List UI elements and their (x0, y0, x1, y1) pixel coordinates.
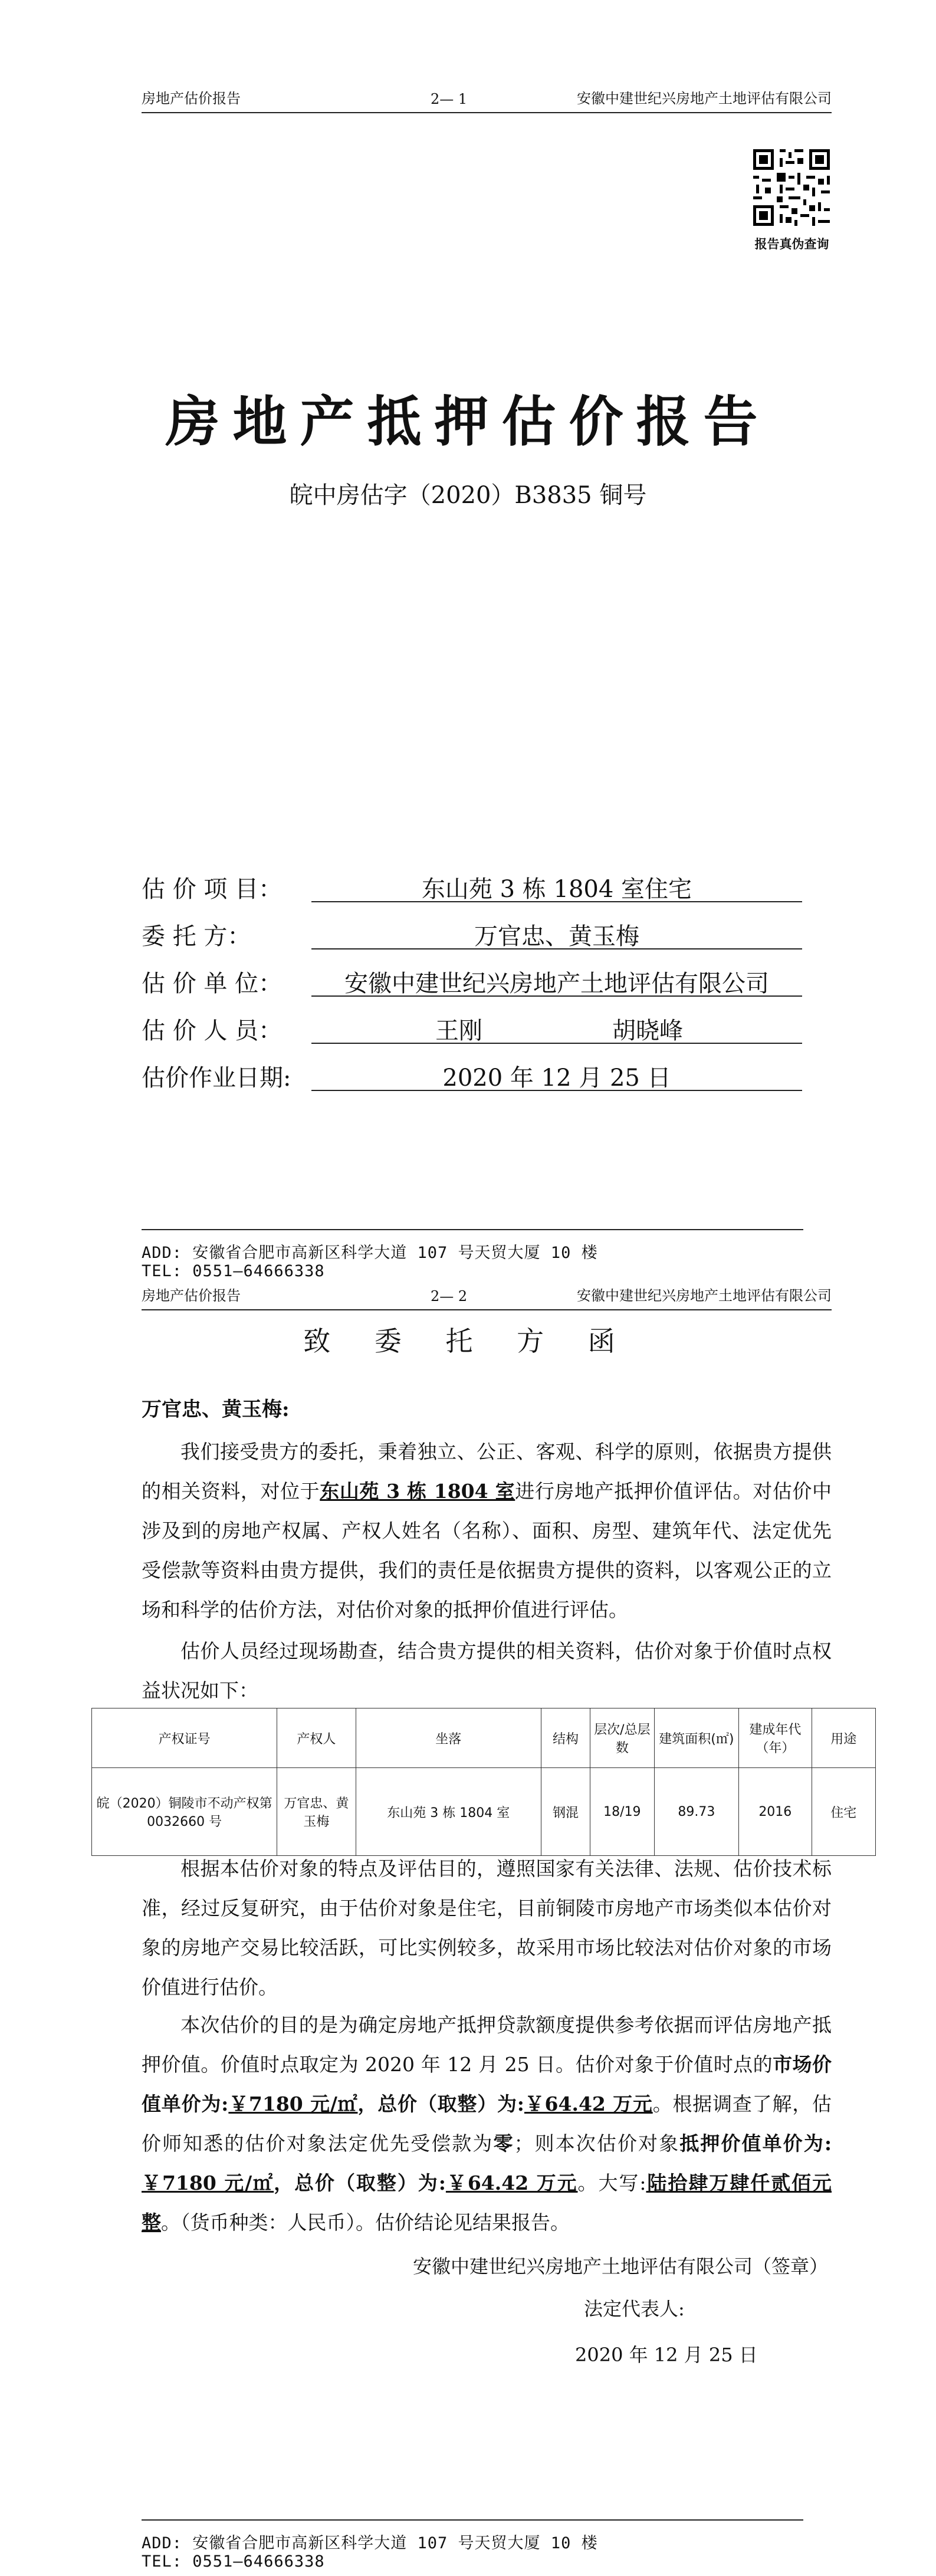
page1-footer-address: ADD: 安徽省合肥市高新区科学大道 107 号天贸大厦 10 楼 (142, 1244, 598, 1262)
col-area: 建筑面积(㎡) (654, 1708, 739, 1768)
table-row (92, 1768, 876, 1856)
appraisers-value (311, 1012, 802, 1044)
p4-text-b: 。根据调查了解，估价师知悉的估价对象法定优先受偿款为 (142, 2092, 832, 2155)
legal-representative: 法定代表人: (584, 2298, 685, 2320)
paragraph-1 (142, 1432, 832, 1629)
header-left: 房地产估价报告 (142, 90, 241, 107)
p4-market-unit-label: 市场价值单价为: (142, 2053, 832, 2115)
client-value: 万官忠、黄玉梅 (311, 918, 802, 949)
cell-area: 89.73 (654, 1768, 739, 1856)
cell-cert-no: 皖（2020）铜陵市不动产权第 0032660 号 (92, 1768, 277, 1856)
p4-market-unit-value: ￥7180 元/㎡ (228, 2092, 358, 2115)
col-use: 用途 (812, 1708, 875, 1768)
page2-footer-tel: TEL: 0551—64666338 (142, 2552, 325, 2571)
appraiser-2: 胡晓峰 (612, 1017, 683, 1044)
p4-market-total-label: ，总价（取整）为: (357, 2092, 524, 2115)
qr-code[interactable] (750, 146, 833, 229)
page2-footer-address: ADD: 安徽省合肥市高新区科学大道 107 号天贸大厦 10 楼 (142, 2534, 598, 2552)
paragraph-4 (142, 2005, 832, 2242)
cell-owner: 万官忠、黄玉梅 (277, 1768, 356, 1856)
p4-zero: 零 (493, 2132, 514, 2155)
p4-mortgage-total-label: ，总价（取整）为: (274, 2171, 446, 2194)
p4-text-e: 。（货币种类：人民币）。估价结论见结果报告。 (161, 2211, 570, 2234)
p4-text-c: ；则本次估价对象 (514, 2132, 680, 2155)
page1-footer-tel: TEL: 0551—64666338 (142, 1262, 325, 1280)
page2-footer-rule (142, 2519, 803, 2521)
p4-text-d: 。大写: (577, 2171, 646, 2194)
cell-year: 2016 (739, 1768, 812, 1856)
cell-use: 住宅 (812, 1768, 875, 1856)
page2-header (142, 1286, 832, 1310)
col-floor: 层次/总层数 (590, 1708, 654, 1768)
cell-location: 东山苑 3 栋 1804 室 (356, 1768, 541, 1856)
company-signature: 安徽中建世纪兴房地产土地评估有限公司（签章） (413, 2255, 829, 2278)
p1-text-b: 进行房地产抵押价值评估。对估价中涉及到的房地产权属、产权人姓名（名称）、面积、房型、建筑年代、法定优先受偿款等资料由贵方提供，我们的责任是依据贵方提供的资料，以客观公正的立场和科学的估价方法，对估价对象的抵押价值进行评估。 (142, 1480, 832, 1621)
p4-market-total-value: ￥64.42 万元 (524, 2092, 653, 2115)
project-value: 东山苑 3 栋 1804 室住宅 (311, 870, 802, 902)
page1-header (142, 88, 832, 113)
header-page-number: 2— 2 (431, 1288, 468, 1305)
form-row-unit (142, 965, 802, 1000)
header-company: 安徽中建世纪兴房地产土地评估有限公司 (577, 1287, 832, 1304)
appraisers-label: 估 价 人 员： (142, 1017, 283, 1044)
paragraph-2: 估价人员经过现场勘查，结合贵方提供的相关资料，估价对象于价值时点权益状况如下： (142, 1639, 832, 1702)
unit-value: 安徽中建世纪兴房地产土地评估有限公司 (311, 965, 802, 997)
p1-text-a: 我们接受贵方的委托，秉着独立、公正、客观、科学的原则，依据贵方提供的相关资料，对位于 (142, 1440, 832, 1503)
header-company: 安徽中建世纪兴房地产土地评估有限公司 (577, 90, 832, 107)
signature-date: 2020 年 12 月 25 日 (575, 2344, 758, 2366)
p4-mortgage-unit-value: ￥7180 元/㎡ (142, 2171, 274, 2194)
col-owner: 产权人 (277, 1708, 356, 1768)
page1-footer-rule (142, 1229, 803, 1230)
col-location: 坐落 (356, 1708, 541, 1768)
form-row-appraisers (142, 1012, 802, 1047)
cell-floor: 18/19 (590, 1768, 654, 1856)
letter-title: 致 委 托 方 函 (303, 1325, 633, 1357)
appraiser-1: 王刚 (435, 1017, 482, 1044)
paragraph-3: 根据本估价对象的特点及评估目的，遵照国家有关法律、法规、估价技术标准，经过反复研究，由于估价对象是住宅，目前铜陵市房地产市场类似本估价对象的房地产交易比较活跃，可比实例较多，故采用市场比较法对估价对象的市场价值进行估价。 (142, 1857, 832, 1999)
p4-mortgage-total-value: ￥64.42 万元 (445, 2171, 578, 2194)
salutation: 万官忠、黄玉梅: (142, 1398, 290, 1421)
form-row-client (142, 918, 802, 953)
table-header-row (92, 1708, 876, 1768)
report-number: 皖中房估字（2020）B3835 铜号 (289, 482, 647, 509)
header-left: 房地产估价报告 (142, 1287, 241, 1304)
col-structure: 结构 (541, 1708, 590, 1768)
qr-code-icon (750, 146, 833, 229)
date-label: 估价作业日期: (142, 1064, 291, 1092)
project-label: 估 价 项 目： (142, 876, 283, 903)
form-row-date (142, 1059, 802, 1095)
cell-structure: 钢混 (541, 1768, 590, 1856)
client-label: 委 托 方： (142, 923, 251, 950)
col-year: 建成年代（年） (739, 1708, 812, 1768)
qr-caption: 报告真伪查询 (754, 236, 829, 251)
p4-amount-in-words: 陆拾肆万肆仟贰佰元整 (142, 2171, 832, 2234)
header-page-number: 2— 1 (431, 91, 468, 107)
property-info-table (91, 1708, 876, 1856)
p4-mortgage-unit-label: 抵押价值单价为: (679, 2132, 832, 2155)
col-cert-no: 产权证号 (92, 1708, 277, 1768)
p1-address: 东山苑 3 栋 1804 室 (320, 1480, 515, 1503)
form-row-project (142, 870, 802, 906)
date-value: 2020 年 12 月 25 日 (311, 1059, 802, 1091)
report-title: 房地产抵押估价报告 (165, 390, 771, 454)
p4-text-a: 本次估价的目的是为确定房地产抵押贷款额度提供参考依据而评估房地产抵押价值。价值时点取定为 2020 年 12 月 25 日。估价对象于价值时点的 (142, 2013, 832, 2076)
unit-label: 估 价 单 位： (142, 970, 283, 997)
